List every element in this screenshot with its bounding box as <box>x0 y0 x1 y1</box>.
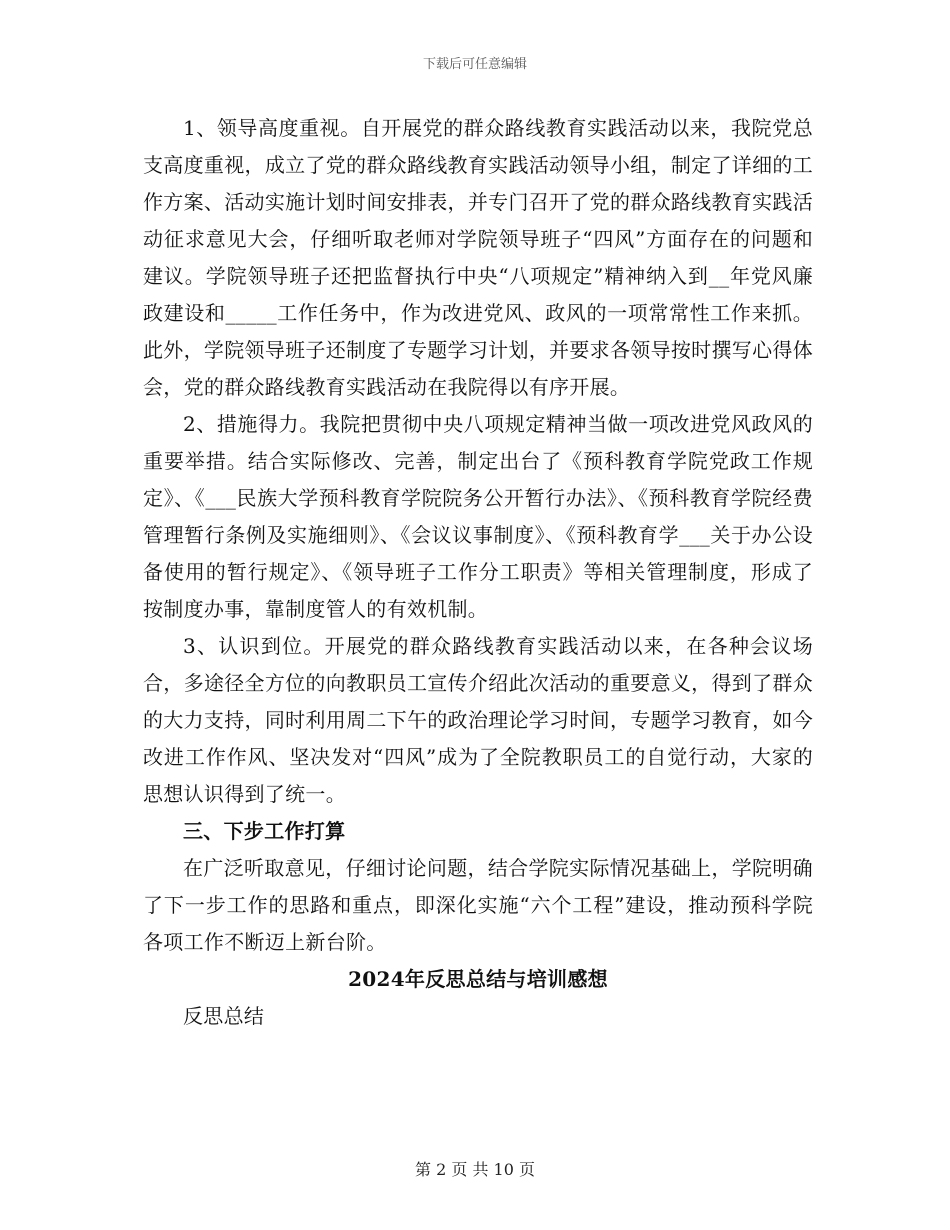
paragraph-next-steps: 在广泛听取意见，仔细讨论问题，结合学院实际情况基础上，学院明确了下一步工作的思路和重点，即深化实施“六个工程”建设，推动预科学院各项工作不断迈上新台阶。 <box>143 856 813 954</box>
document-body <box>143 110 813 1035</box>
page-header: 下载后可任意编辑 <box>422 57 527 72</box>
paragraph-awareness: 3、认识到位。开展党的群众路线教育实践活动以来，在各种会议场合，多途径全方位的向教职员工宣传介绍此次活动的重要意义，得到了群众的大力支持，同时利用周二下午的政治理论学习时间，专题学习教育，如今改进工作作风、坚决发对“四风”成为了全院教职员工的自觉行动，大家的思想认识得到了统一。 <box>143 634 813 806</box>
page-footer: 第 2 页 共 10 页 <box>415 1160 535 1179</box>
paragraph-measures: 2、措施得力。我院把贯彻中央八项规定精神当做一项改进党风政风的重要举措。结合实际修改、完善，制定出台了《预科教育学院党政工作规定》、《___民族大学预科教育学院院务公开暂行办法》、《预科教育学院经费管理暂行条例及实施细则》、《会议议事制度》、《预科教育学___关于办公设备使用的暂行规定》、《领导班子工作分工职责》等相关管理制度，形成了按制度办事，靠制度管人的有效机制。 <box>143 412 813 621</box>
paragraph-leadership: 1、领导高度重视。自开展党的群众路线教育实践活动以来，我院党总支高度重视，成立了党的群众路线教育实践活动领导小组，制定了详细的工作方案、活动实施计划时间安排表，并专门召开了党的群众路线教育实践活动征求意见大会，仔细听取老师对学院领导班子“四风”方面存在的问题和建议。学院领导班子还把监督执行中央“八项规定”精神纳入到__年党风廉政建设和_____工作任务中，作为改进党风、政风的一项常常性工作来抓。此外，学院领导班子还制度了专题学习计划，并要求各领导按时撰写心得体会，党的群众路线教育实践活动在我院得以有序开展。 <box>143 116 813 399</box>
section-heading-next-steps: 三、下步工作打算 <box>183 819 346 843</box>
document-title: 2024年反思总结与培训感想 <box>348 967 608 991</box>
paragraph-reflection: 反思总结 <box>183 1004 265 1028</box>
